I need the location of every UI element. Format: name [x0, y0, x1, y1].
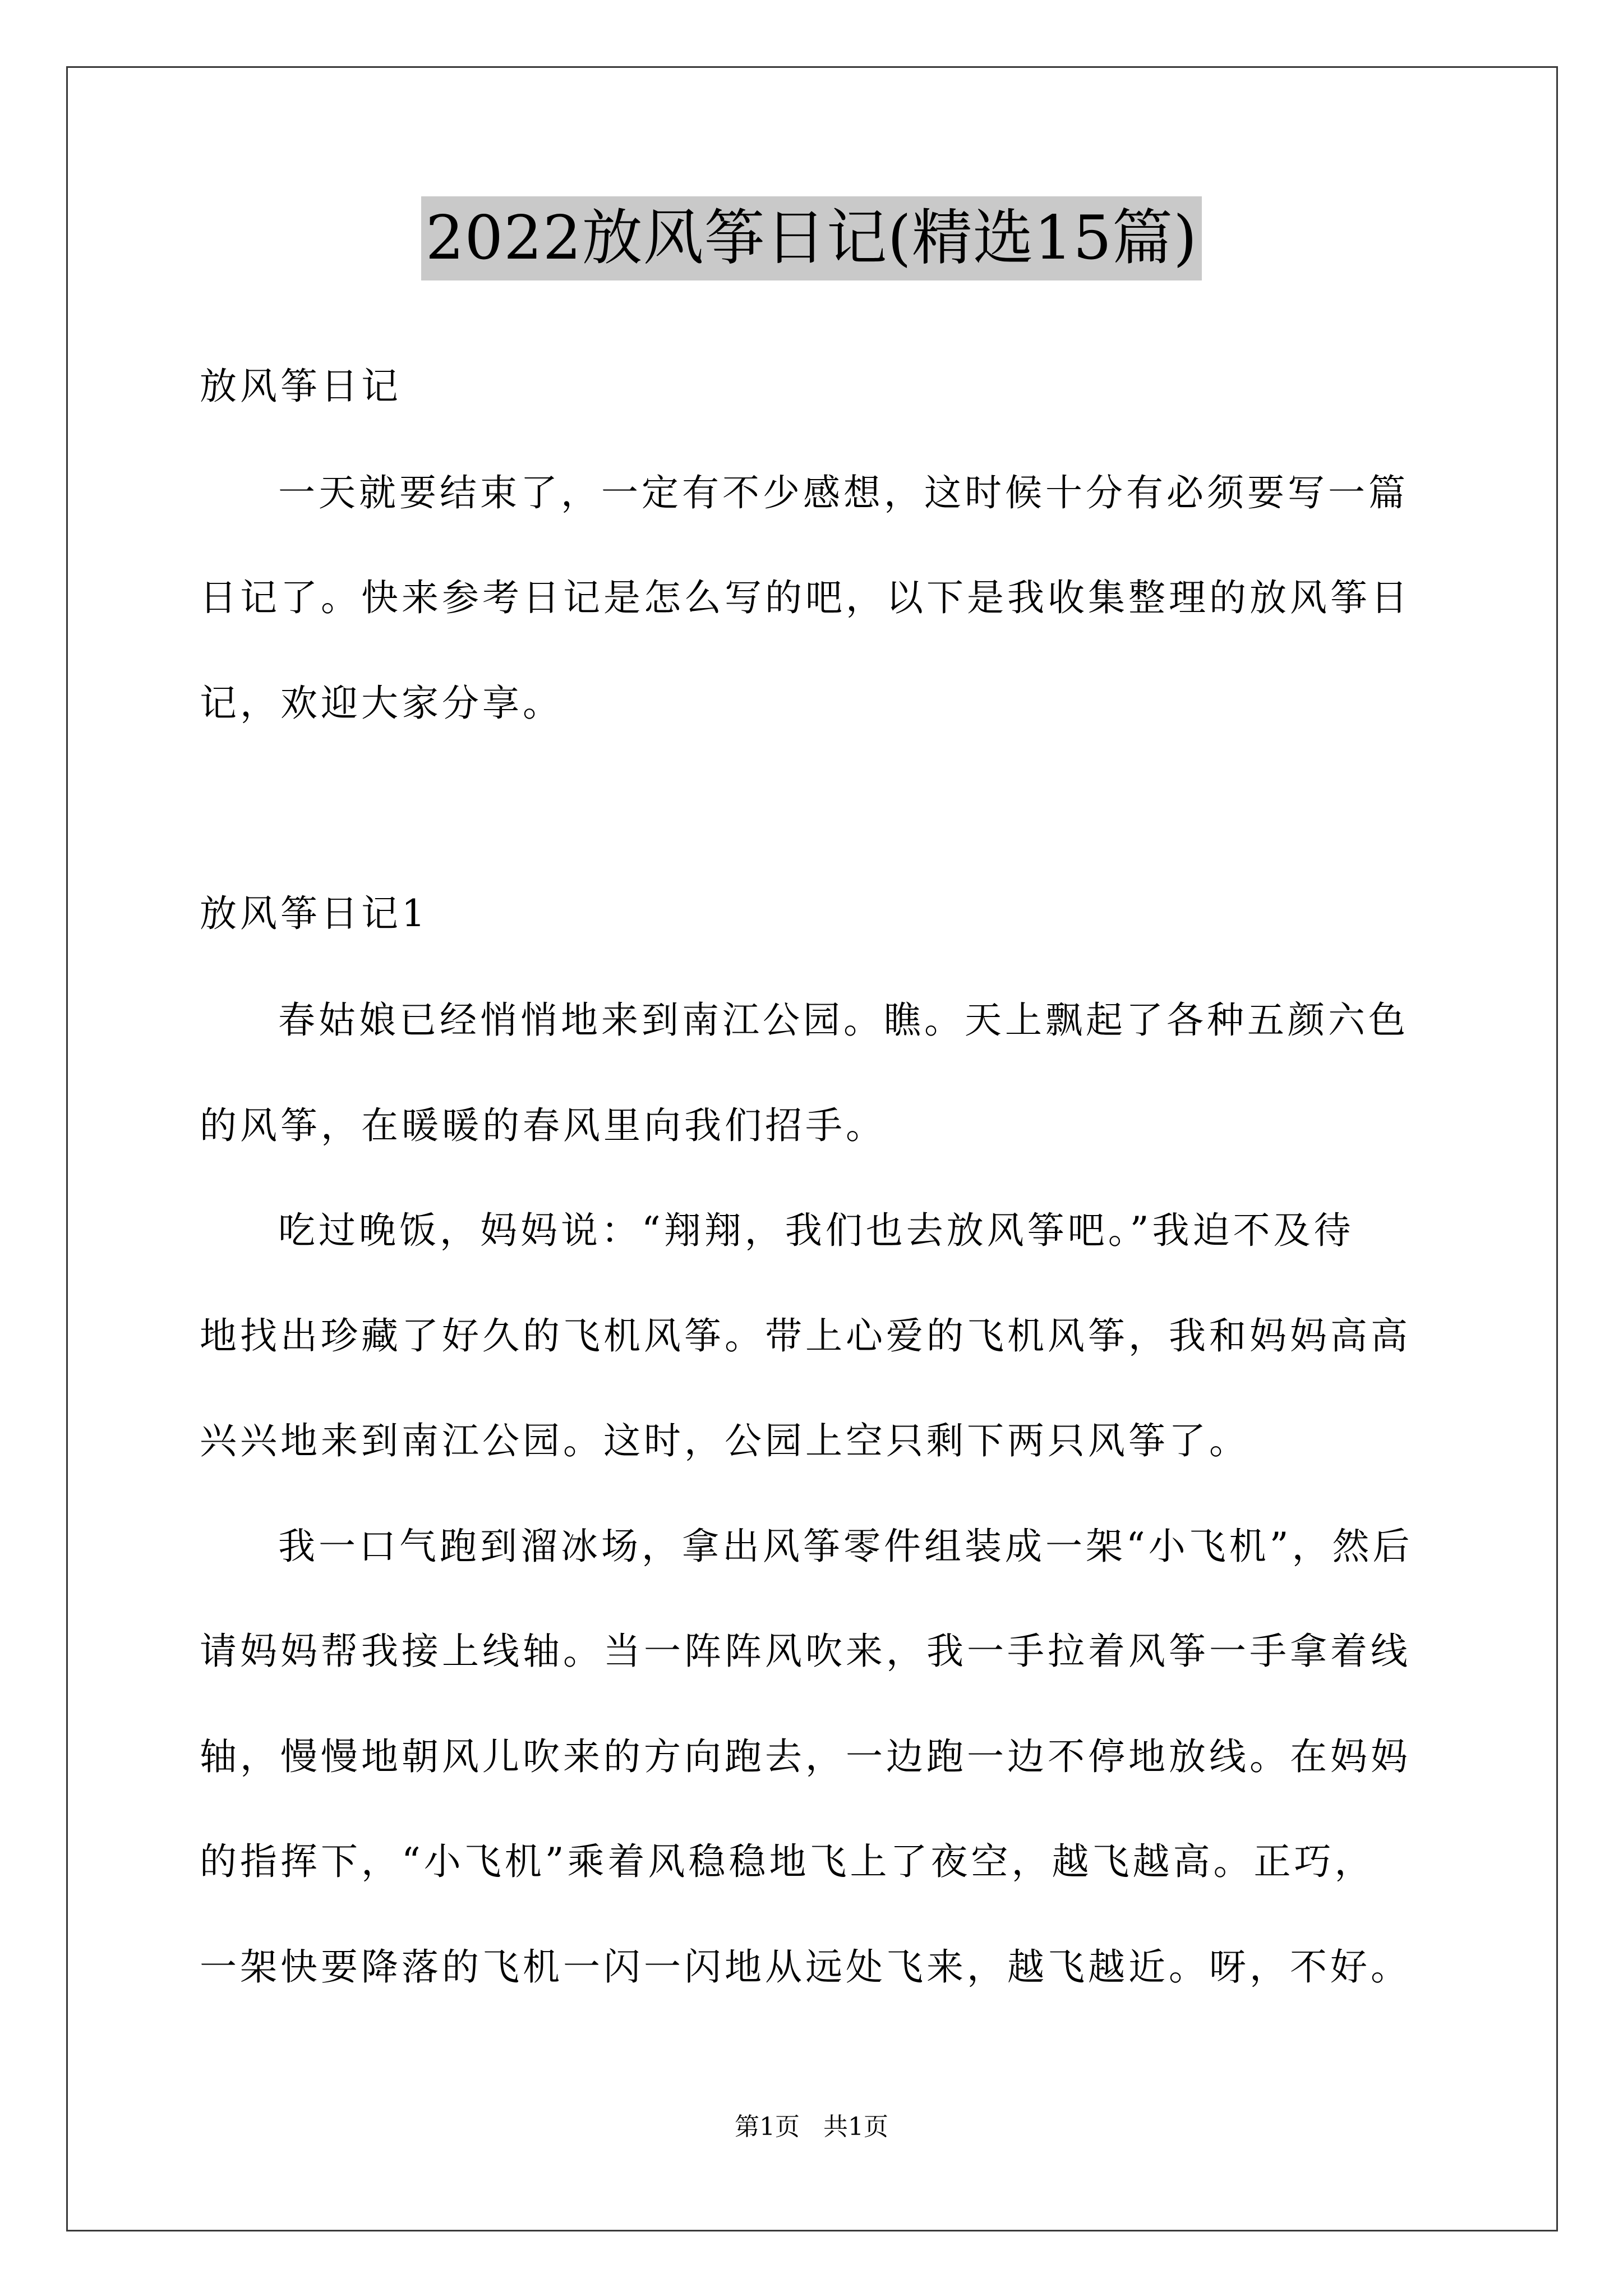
intro-line: 日记了。快来参考日记是怎么写的吧，以下是我收集整理的放风筝日 — [200, 576, 1411, 619]
section-heading: 放风筝日记1 — [200, 892, 428, 935]
intro-heading: 放风筝日记 — [200, 365, 402, 408]
title-container — [0, 196, 1623, 280]
body-line: 春姑娘已经悄悄地来到南江公园。瞧。天上飘起了各种五颜六色 — [278, 999, 1409, 1042]
page-number-footer: 第1页 共1页 — [735, 2113, 888, 2141]
body-line: 地找出珍藏了好久的飞机风筝。带上心爱的飞机风筝，我和妈妈高高 — [200, 1314, 1411, 1358]
body-line: 请妈妈帮我接上线轴。当一阵阵风吹来，我一手拉着风筝一手拿着线 — [200, 1630, 1411, 1673]
intro-line: 一天就要结束了，一定有不少感想，这时候十分有必须要写一篇 — [278, 471, 1409, 514]
body-line: 一架快要降落的飞机一闪一闪地从远处飞来，越飞越近。呀，不好。 — [200, 1945, 1411, 1989]
intro-line: 记，欢迎大家分享。 — [200, 682, 563, 725]
document-title: 2022放风筝日记(精选15篇) — [421, 196, 1202, 280]
body-line: 的指挥下，“小飞机”乘着风稳稳地飞上了夜空，越飞越高。正巧， — [200, 1840, 1375, 1883]
body-line: 兴兴地来到南江公园。这时，公园上空只剩下两只风筝了。 — [200, 1419, 1249, 1462]
body-line: 的风筝，在暖暖的春风里向我们招手。 — [200, 1104, 886, 1147]
body-line: 轴，慢慢地朝风儿吹来的方向跑去，一边跑一边不停地放线。在妈妈 — [200, 1735, 1411, 1778]
body-line: 吃过晚饭，妈妈说：“翔翔，我们也去放风筝吧。”我迫不及待 — [278, 1209, 1354, 1252]
body-line: 我一口气跑到溜冰场，拿出风筝零件组装成一架“小飞机”，然后 — [278, 1525, 1413, 1568]
